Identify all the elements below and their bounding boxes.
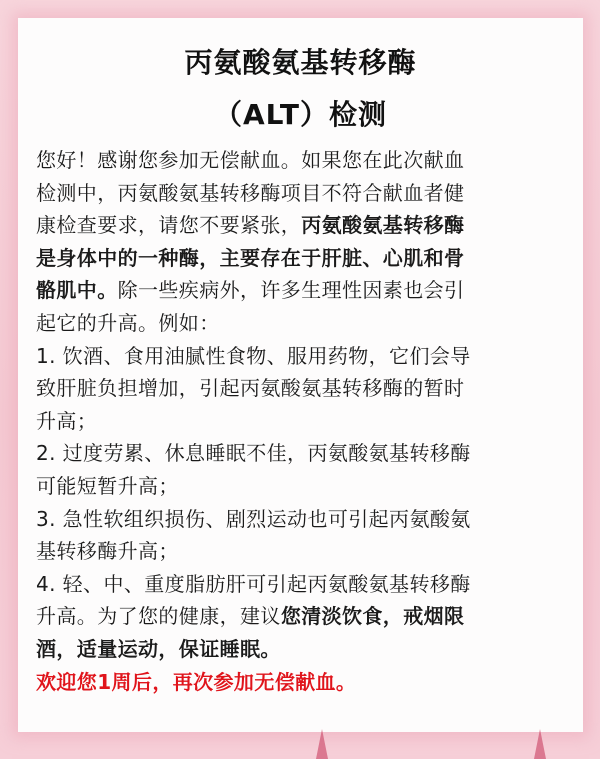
body-line bbox=[36, 633, 568, 666]
text-span: 致肝脏负担增加，引起丙氨酸氨基转移酶的暂时 bbox=[36, 376, 465, 401]
bold-text: 丙氨酸氨基转移酶 bbox=[301, 213, 465, 238]
body-line bbox=[36, 209, 568, 242]
text-span: 2. 过度劳累、休息睡眠不佳，丙氨酸氨基转移酶 bbox=[36, 441, 471, 466]
list-item-1-line bbox=[36, 405, 568, 438]
decoration-shape bbox=[534, 729, 546, 759]
bold-text: 骼肌中。 bbox=[36, 278, 118, 303]
text-span: 可能短暂升高； bbox=[36, 473, 179, 498]
list-item-2-line bbox=[36, 437, 568, 470]
bold-text: 是身体中的一种酶，主要存在于肝脏、心肌和骨 bbox=[36, 245, 465, 270]
text-span: 1. 饮酒、食用油腻性食物、服用药物，它们会导 bbox=[36, 343, 471, 368]
bold-text: 您清淡饮食，戒烟限 bbox=[280, 604, 465, 629]
list-item-1-line bbox=[36, 372, 568, 405]
title-line-2: （ALT）检测 bbox=[214, 98, 387, 131]
text-span: 您好！感谢您参加无偿献血。如果您在此次献血 bbox=[36, 148, 465, 172]
list-item-3-line bbox=[36, 503, 568, 536]
text-span: 升高。为了您的健康，建议 bbox=[36, 604, 281, 629]
bold-text: 酒，适量运动，保证睡眠。 bbox=[36, 636, 281, 661]
list-item-1-line bbox=[36, 340, 568, 373]
body-line bbox=[36, 177, 568, 210]
list-item-3-line bbox=[36, 535, 568, 568]
closing-line bbox=[36, 666, 568, 699]
text-span: 3. 急性软组织损伤、剧烈运动也可引起丙氨酸氨 bbox=[36, 506, 471, 531]
notice-body bbox=[36, 144, 568, 698]
text-span: 4. 轻、中、重度脂肪肝可引起丙氨酸氨基转移酶 bbox=[36, 571, 471, 596]
text-span: 升高； bbox=[36, 408, 98, 433]
text-span: 起它的升高。例如： bbox=[36, 310, 220, 335]
text-span: 康检查要求，请您不要紧张， bbox=[36, 213, 302, 238]
title-line-1: 丙氨酸氨基转移酶 bbox=[184, 46, 417, 79]
decoration-shape bbox=[316, 729, 328, 759]
body-line bbox=[36, 307, 568, 340]
list-item-4-line bbox=[36, 600, 568, 633]
notice-card bbox=[18, 18, 583, 732]
text-span: 除一些疾病外，许多生理性因素也会引 bbox=[117, 278, 465, 303]
text-span: 检测中，丙氨酸氨基转移酶项目不符合献血者健 bbox=[36, 180, 465, 205]
list-item-4-line bbox=[36, 568, 568, 601]
text-span: 基转移酶升高； bbox=[36, 539, 179, 564]
red-text: 欢迎您1周后，再次参加无偿献血。 bbox=[36, 669, 357, 694]
body-line bbox=[36, 144, 568, 177]
body-line bbox=[36, 274, 568, 307]
list-item-2-line bbox=[36, 470, 568, 503]
body-line bbox=[36, 242, 568, 275]
